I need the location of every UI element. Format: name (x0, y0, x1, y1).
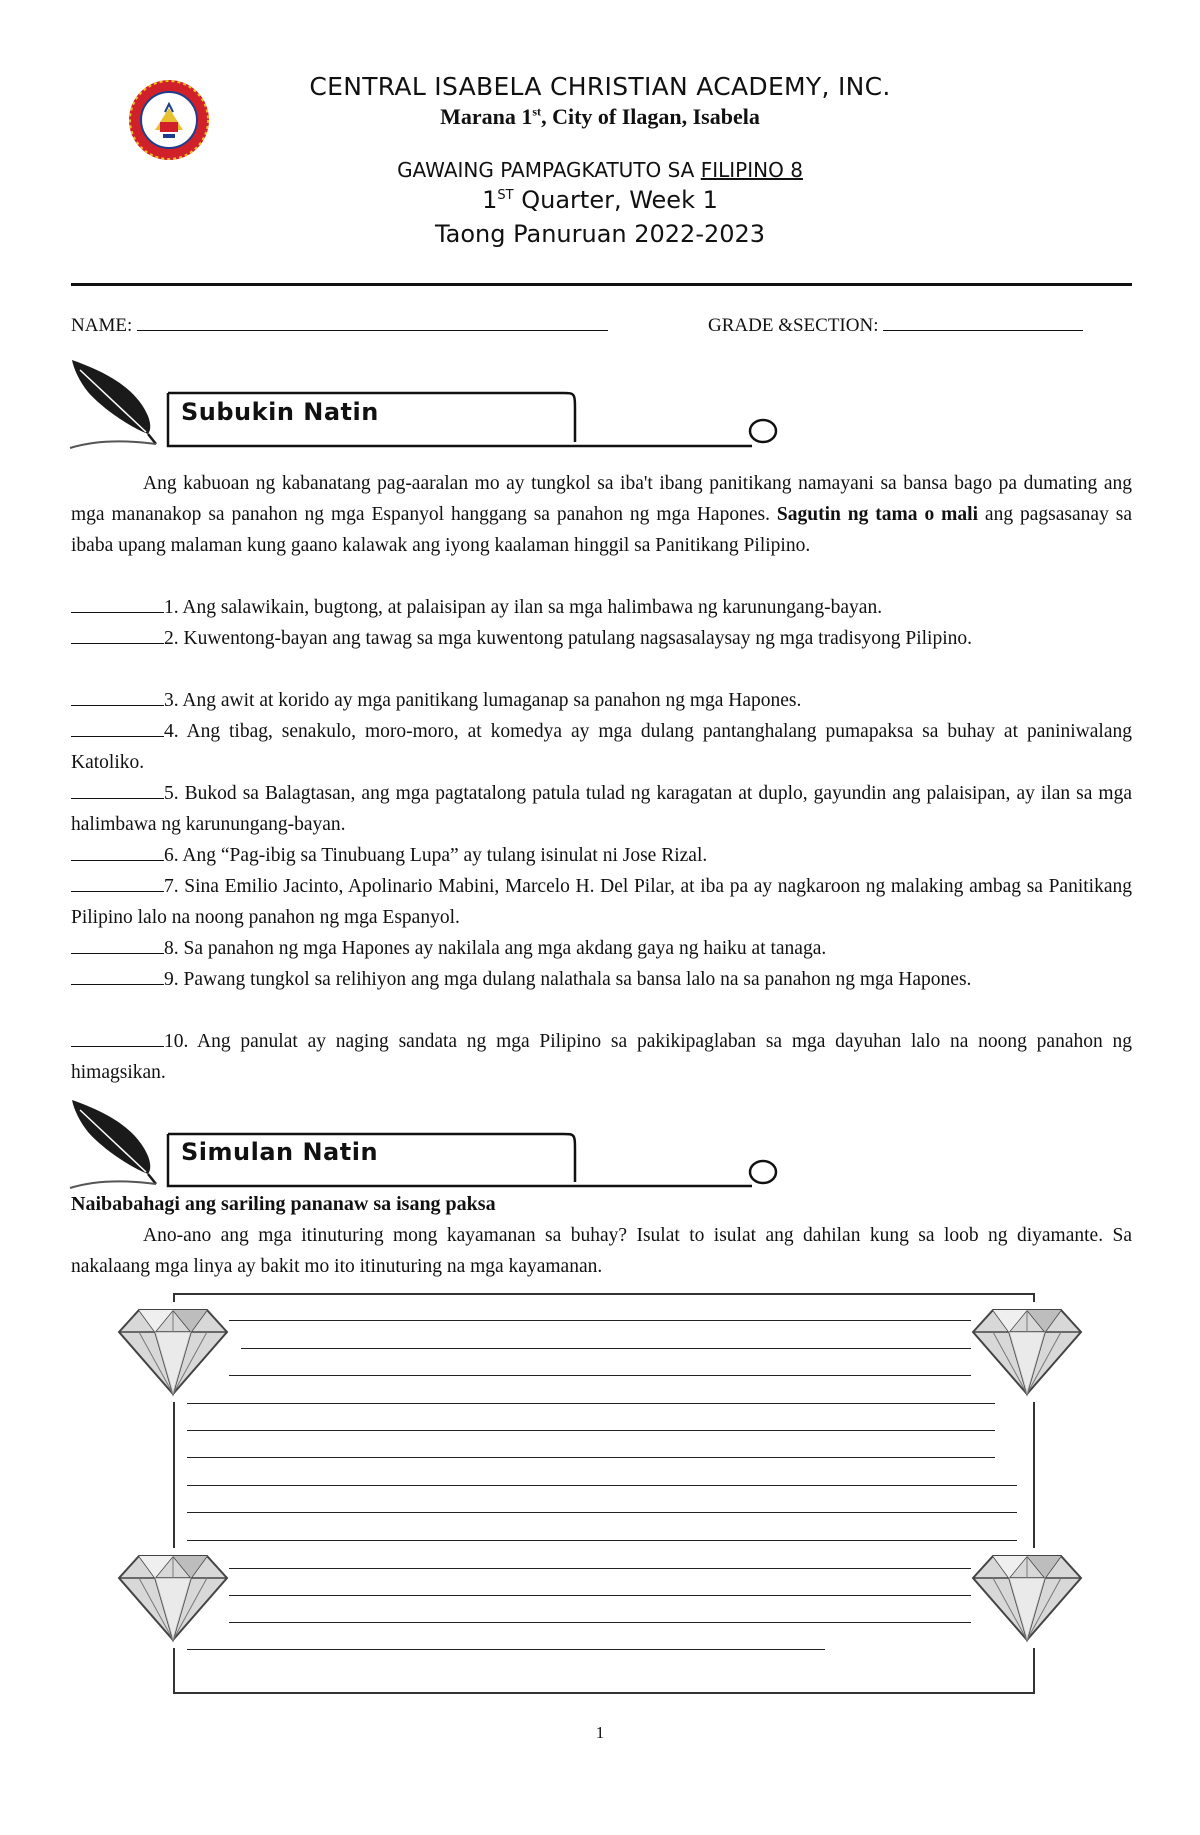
school-name: CENTRAL ISABELA CHRISTIAN ACADEMY, INC. (309, 72, 891, 101)
answer-blank[interactable] (71, 718, 164, 737)
quiz-item-1: 1. Ang salawikain, bugtong, at palaisipan ay ilan sa mga halimbawa ng karunungang-bayan. (71, 592, 1132, 623)
section-banner-subukin (66, 352, 786, 452)
diamond-icon (971, 1548, 1083, 1648)
quill-pen-icon (70, 360, 156, 448)
answer-blank[interactable] (71, 1028, 164, 1047)
intro-paragraph: Ang kabuoan ng kabanatang pag-aaralan mo ay tungkol sa iba't ibang panitikang namayani sa bansa bago pa dumating ang mga mananakop sa panahon ng mga Espanyol hanggang sa panahon ng mga Hapones. Sagutin ng tama o mali ang pagsasanay sa ibaba upang malaman kung gaano kalawak ang iyong kaalaman hinggil sa Panitikang Pilipino. (71, 473, 1133, 556)
learning-objective: Naibabahagi ang sariling pananaw sa isang paksa (71, 1193, 496, 1215)
writing-line[interactable] (187, 1457, 995, 1458)
answer-blank[interactable] (71, 873, 164, 892)
writing-line[interactable] (229, 1568, 985, 1569)
answer-blank[interactable] (71, 780, 164, 799)
quiz-item-3: 3. Ang awit at korido ay mga panitikang lumaganap sa panahon ng mga Hapones. (71, 685, 1132, 716)
quiz-item-8: 8. Sa panahon ng mga Hapones ay nakilala ang mga akdang gaya ng haiku at tanaga. (71, 933, 1132, 964)
diamond-icon (117, 1302, 229, 1402)
quarter-week: 1ST Quarter, Week 1 (482, 186, 718, 214)
quiz-item-4: 4. Ang tibag, senakulo, moro-moro, at komedya ay mga dulang pantanghalang pumapaksa sa buhay at paniniwalang Katoliko. (71, 716, 1132, 778)
quiz-item-7: 7. Sina Emilio Jacinto, Apolinario Mabini, Marcelo H. Del Pilar, at iba pa ay nagkaroon ng malaking ambag sa Panitikang Pilipino lalo na noong panahon ng mga Espanyol. (71, 871, 1132, 933)
writing-line[interactable] (229, 1595, 985, 1596)
writing-line[interactable] (187, 1430, 995, 1431)
writing-line[interactable] (241, 1348, 985, 1349)
grade-section-field[interactable]: GRADE &SECTION: (708, 314, 1083, 337)
instruction-paragraph: Ano-ano ang mga itinuturing mong kayamanan sa buhay? Isulat to isulat ang dahilan kung sa loob ng diyamante. Sa nakalaang mga linya ay bakit mo ito itinuturing na mga kayamanan. (71, 1225, 1132, 1277)
banner-frame (66, 1092, 786, 1192)
school-year: Taong Panuruan 2022-2023 (434, 220, 766, 248)
header-divider (71, 283, 1132, 286)
section-banner-simulan (66, 1092, 786, 1192)
quiz-item-2: 2. Kuwentong-bayan ang tawag sa mga kuwentong patulang nagsasalaysay ng mga tradisyong Pilipino. (71, 623, 1132, 654)
answer-blank[interactable] (71, 935, 164, 954)
section-title: Subukin Natin (181, 398, 379, 426)
writing-line[interactable] (187, 1485, 1017, 1486)
writing-line[interactable] (187, 1540, 1017, 1541)
quiz-item-5: 5. Bukod sa Balagtasan, ang mga pagtatalong patula tulad ng karagatan at duplo, gayundin ang palaisipan, ay ilan sa mga halimbawa ng karunungang-bayan. (71, 778, 1132, 840)
writing-line[interactable] (187, 1512, 1017, 1513)
school-seal-icon (127, 78, 211, 162)
answer-blank[interactable] (71, 966, 164, 985)
diamond-icon (971, 1302, 1083, 1402)
quill-pen-icon (70, 1100, 156, 1188)
quiz-item-10: 10. Ang panulat ay naging sandata ng mga Pilipino sa pakikipaglaban sa mga dayuhan lalo na noong panahon ng himagsikan. (71, 1026, 1132, 1088)
answer-blank[interactable] (71, 687, 164, 706)
quiz-item-6: 6. Ang “Pag-ibig sa Tinubuang Lupa” ay tulang isinulat ni Jose Rizal. (71, 840, 1132, 871)
diamond-icon (117, 1548, 229, 1648)
writing-line[interactable] (229, 1622, 985, 1623)
quiz-item-9: 9. Pawang tungkol sa relihiyon ang mga dulang nalathala sa bansa lalo na sa panahon ng mga Hapones. (71, 964, 1132, 995)
answer-blank[interactable] (71, 625, 164, 644)
diamond-writing-frame (173, 1293, 1033, 1833)
writing-line[interactable] (187, 1649, 825, 1650)
activity-title: GAWAING PAMPAGKATUTO SA FILIPINO 8 (397, 158, 803, 182)
frame-border (173, 1293, 1035, 1694)
answer-blank[interactable] (71, 594, 164, 613)
name-field[interactable]: NAME: (71, 314, 608, 337)
school-address: Marana 1st, City of Ilagan, Isabela (440, 104, 760, 129)
section-title: Simulan Natin (181, 1138, 379, 1166)
writing-line[interactable] (187, 1403, 995, 1404)
banner-frame (66, 352, 786, 452)
answer-blank[interactable] (71, 842, 164, 861)
writing-line[interactable] (229, 1320, 1029, 1321)
page-number: 1 (595, 1723, 605, 1742)
writing-line[interactable] (229, 1375, 985, 1376)
